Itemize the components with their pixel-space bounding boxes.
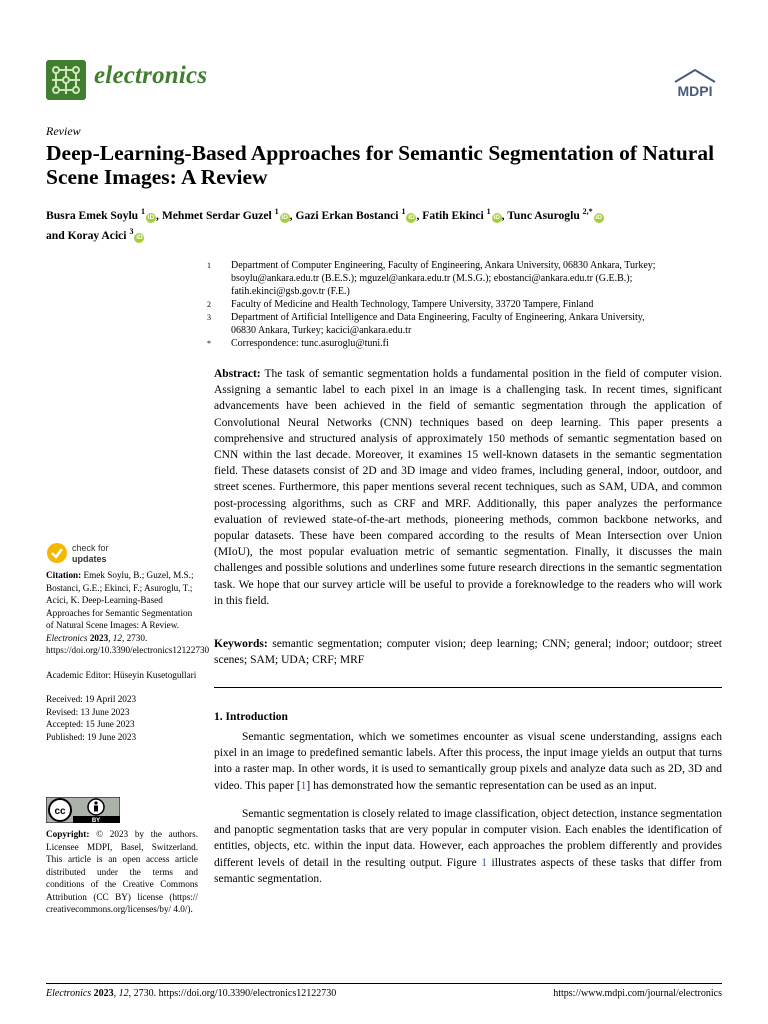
author-name[interactable]: Fatih Ekinci xyxy=(422,208,484,222)
date-accepted: Accepted: 15 June 2023 xyxy=(46,719,135,729)
journal-name: electronics xyxy=(94,62,208,89)
citation-block: Citation: Emek Soylu, B.; Guzel, M.S.; Bostanci, G.E.; Ekinci, F.; Asuroglu, T.; Acici, K. Deep-Learning-Based Approaches for Semantic Segmentation of Natural Scene Images: A Review. Electronics 2023, 12, 2730. https://doi.org/10.3390/electronics12122730 xyxy=(46,570,210,655)
paragraph-text: ] has demonstrated how the semantic representation can be used as an input. xyxy=(306,779,657,792)
author-name[interactable]: Mehmet Serdar Guzel xyxy=(161,208,272,222)
citation-volume: 12 xyxy=(112,632,122,643)
cc-icon-text: cc xyxy=(54,806,66,817)
author-affiliation-sup: 1 xyxy=(274,207,279,216)
author-affiliation-sup: 1 xyxy=(141,207,146,216)
mdpi-logo[interactable] xyxy=(667,68,723,100)
citation-link[interactable]: 1 xyxy=(300,779,307,792)
updates-line-2: updates xyxy=(72,554,107,564)
footer-volume: 12 xyxy=(118,988,129,999)
abstract xyxy=(214,366,722,609)
affiliation-number: 1 xyxy=(207,261,211,270)
orcid-icon[interactable]: iD xyxy=(147,213,155,221)
editor-name: Hüseyin Kusetogullari xyxy=(113,669,197,680)
affiliation-line: 06830 Ankara, Turkey; kacici@ankara.edu.tr xyxy=(231,325,412,336)
author-affiliation-sup: 1 xyxy=(486,207,491,216)
orcid-icon[interactable]: iD xyxy=(595,213,602,221)
author-list xyxy=(46,204,736,244)
affiliation-item xyxy=(207,259,727,298)
paper-title: Deep-Learning-Based Approaches for Semantic Segmentation of Natural Scene Images: A Review xyxy=(46,141,715,189)
affiliation-line: Department of Artificial Intelligence and Data Engineering, Faculty of Engineering, Ankara University, xyxy=(231,312,645,323)
affiliation-number: 2 xyxy=(207,300,211,309)
figure-link[interactable]: 1 xyxy=(481,856,488,869)
updates-line-1: check for xyxy=(72,543,109,553)
footer-divider xyxy=(46,983,722,984)
author-affiliation-sup: 1 xyxy=(401,207,406,216)
author-affiliation-sup: 2,* xyxy=(582,207,593,216)
check-for-updates-badge[interactable] xyxy=(46,540,166,566)
section-divider xyxy=(214,687,722,688)
journal-logo-icon xyxy=(46,60,86,100)
author-name[interactable]: Tunc Asuroglu xyxy=(507,208,580,222)
keywords-text: semantic segmentation; computer vision; deep learning; CNN; general; indoor; outdoor; street scenes; SAM; UDA; CRF; MRF xyxy=(214,638,722,667)
keywords xyxy=(214,636,722,668)
footer-year: 2023 xyxy=(93,988,114,999)
affiliation-list xyxy=(207,259,727,350)
cc-by-text: BY xyxy=(91,818,101,823)
affiliation-number: 3 xyxy=(207,313,211,322)
dates-block xyxy=(46,693,198,743)
footer-citation: Electronics 2023, 12, 2730. https://doi.org/10.3390/electronics12122730 xyxy=(46,988,337,999)
date-revised: Revised: 13 June 2023 xyxy=(46,706,130,717)
date-received: Received: 19 April 2023 xyxy=(46,694,137,704)
abstract-label: Abstract: xyxy=(214,368,261,380)
date-published: Published: 19 June 2023 xyxy=(46,731,137,742)
author-line-2 xyxy=(46,224,736,244)
abstract-text: The task of semantic segmentation holds a fundamental position in the field of computer vision. Assigning a semantic label to each pixel in an image is a challenging task. In recent times, significant advancements have been achieved in the field of semantic segmentation through the application of Convolutional Neural Networks (CNN) techniques based on deep learning. This paper presents a comprehensive and structured analysis of approximately 150 methods of semantic segmentation based on CNN within the last decade. Moreover, it examines 15 well-known datasets in the semantic segmentation field. These datasets consist of 2D and 3D image and video frames, including general, indoor, outdoor, and street scenes. Furthermore, this paper mentions several recent techniques, such as SAM, UDA, and common post-processing algorithms, such as CRF and MRF. Additionally, this paper analyzes the performance evaluation of reviewed state-of-the-art methods, pioneering methods, common backbone networks, and popular datasets. These have been compared according to the results of Mean Intersection over Union (MIoU), the most popular evaluation metric of semantic segmentation. Finally, it discusses the main challenges and possible solutions and underlines some future research directions in the semantic segmentation task. We hope that our survey article will be useful to provide a foreknowledge to the readers who will work in this field. xyxy=(214,368,722,607)
footer-doi[interactable]: , 2730. https://doi.org/10.3390/electronics12122730 xyxy=(128,988,337,999)
editor-label: Academic Editor: xyxy=(46,669,112,680)
affiliation-line: fatih.ekinci@gsb.gov.tr (F.E.) xyxy=(231,286,350,297)
author-name[interactable]: Gazi Erkan Bostanci xyxy=(295,208,399,222)
sidebar xyxy=(46,569,210,755)
copyright-label: Copyright: xyxy=(46,829,90,839)
keywords-label: Keywords: xyxy=(214,638,268,650)
mdpi-logo-text: MDPI xyxy=(677,83,713,99)
affiliation-item xyxy=(207,311,727,337)
correspondence-line: Correspondence: tunc.asuroglu@tuni.fi xyxy=(231,338,389,349)
citation-doi[interactable]: , 2730. https://doi.org/10.3390/electronics12122730 xyxy=(46,632,210,655)
affiliation-line: bsoylu@ankara.edu.tr (B.E.S.); mguzel@ankara.edu.tr (M.S.G.); ebostanci@ankara.edu.tr (G.E.B.); xyxy=(231,273,633,284)
orcid-icon[interactable]: iD xyxy=(281,213,288,221)
intro-paragraph-2 xyxy=(214,806,722,887)
paragraph-text: Semantic segmentation is closely related to image classification, object detection, instance segmentation and panoptic segmentation tasks that are very popular in computer vision. Each enables the identification of entities, objects, etc. within the input data. However, each approaches the problem differently and provides different levels of detail in the resulting output. Figure xyxy=(214,808,722,869)
affiliation-line: Department of Computer Engineering, Faculty of Engineering, Ankara University, 06830 Ankara, Turkey; xyxy=(231,260,656,271)
check-icon xyxy=(47,543,67,563)
author-affiliation-sup: 3 xyxy=(129,226,134,236)
citation-journal: Electronics xyxy=(46,632,88,643)
footer-journal-url[interactable]: https://www.mdpi.com/journal/electronics xyxy=(553,988,722,999)
author-name[interactable]: Busra Emek Soylu xyxy=(46,208,139,222)
copyright-block xyxy=(46,828,198,916)
section-heading: 1. Introduction xyxy=(214,711,288,723)
affiliation-line: Faculty of Medicine and Health Technology, Tampere University, 33720 Tampere, Finland xyxy=(231,299,594,310)
affiliation-item xyxy=(207,337,727,350)
footer-journal: Electronics xyxy=(46,988,92,999)
citation-label: Citation: xyxy=(46,570,82,580)
citation-text: Emek Soylu, B.; Guzel, M.S.; Bostanci, G.E.; Ekinci, F.; Asuroglu, T.; Acici, K. Deep-Learning-Based Approaches for Semantic Segmentation of Natural Scene Images: A Review. xyxy=(46,570,194,630)
author-line-1: Busra Emek Soylu $^1$iD , Mehmet Serdar Guzel $^1$iD , Gazi Erkan Bostanci $^1$iD , Fatih Ekinci $^1$iD , Tunc Asuroglu $^{2,*}$iD xyxy=(46,207,602,222)
editor-block xyxy=(46,669,198,682)
affiliation-number: * xyxy=(207,339,211,348)
orcid-icon[interactable]: iD xyxy=(493,213,500,221)
orcid-icon[interactable]: iD xyxy=(136,233,143,241)
paragraph-text: illustrates aspects of these tasks that differ from semantic segmentation. xyxy=(214,856,722,885)
copyright-text: © 2023 by the authors. Licensee MDPI, Basel, Switzerland. This article is an open access article distributed under the terms and conditions of the Creative Commons Attribution (CC BY) license (https:// creativecommons.org/licenses/by/ 4.0/). xyxy=(46,829,198,914)
paragraph-text: Semantic segmentation, which we sometimes encounter as visual scene understanding, assigns each pixel in an image to predefined semantic labels. After this process, the input image yields an output that turns into a raster map. In other words, it is used to semantically group pixels and analyze data such as 2D, 3D and video. This paper [ xyxy=(214,731,722,792)
author-conjunction: and xyxy=(46,228,65,242)
affiliation-item xyxy=(207,298,727,311)
intro-paragraph-1 xyxy=(214,729,722,794)
orcid-icon[interactable]: iD xyxy=(408,213,415,221)
author-name[interactable]: Koray Acici xyxy=(67,228,127,242)
article-type: Review xyxy=(46,124,81,138)
cc-by-license-badge[interactable] xyxy=(46,797,120,823)
citation-year: 2023 xyxy=(89,632,109,643)
